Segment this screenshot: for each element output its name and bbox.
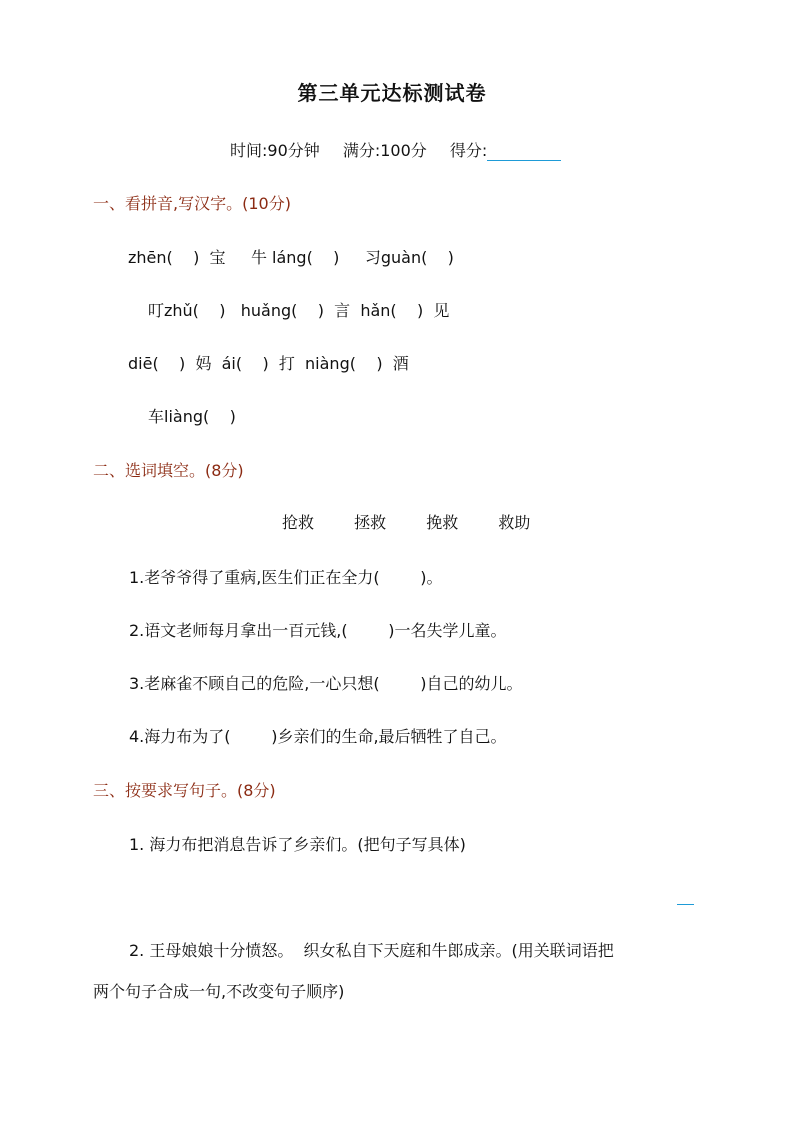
section-1-heading: 一、看拼音,写汉字。(10分) [93, 194, 291, 213]
fill-blank-item-2: 2.语文老师每月拿出一百元钱,( )一名失学儿童。 [129, 621, 507, 640]
page-title: 第三单元达标测试卷 [297, 81, 487, 105]
score-blank-line[interactable] [487, 142, 561, 161]
exam-meta [230, 138, 579, 161]
pinyin-line-2: 叮zhǔ( ) huǎng( ) 言 hǎn( ) 见 [148, 301, 450, 320]
word-bank [282, 510, 530, 533]
section-3-heading: 三、按要求写句子。(8分) [93, 781, 276, 800]
sentence-question-2-cont: 两个句子合成一句,不改变句子顺序) [93, 982, 345, 1001]
word-option: 抢救 [282, 513, 315, 532]
time-limit: 时间:90分钟 [230, 141, 320, 160]
answer-line[interactable] [677, 904, 694, 905]
pinyin-line-4: 车liàng( ) [148, 407, 236, 426]
sentence-question-1: 1. 海力布把消息告诉了乡亲们。(把句子写具体) [129, 835, 466, 854]
pinyin-line-1: zhēn( ) 宝 牛 láng( ) 习guàn( ) [128, 248, 454, 267]
full-score: 满分:100分 [342, 141, 427, 160]
pinyin-line-3: diē( ) 妈 ái( ) 打 niàng( ) 酒 [128, 354, 409, 373]
score-label: 得分: [449, 141, 488, 160]
fill-blank-item-1: 1.老爷爷得了重病,医生们正在全力( )。 [129, 568, 443, 587]
fill-blank-item-3: 3.老麻雀不顾自己的危险,一心只想( )自己的幼儿。 [129, 674, 523, 693]
word-option: 拯救 [354, 513, 387, 532]
sentence-question-2: 2. 王母娘娘十分愤怒。 织女私自下天庭和牛郎成亲。(用关联词语把 [129, 941, 614, 960]
word-option: 救助 [498, 513, 531, 532]
section-2-heading: 二、选词填空。(8分) [93, 461, 244, 480]
fill-blank-item-4: 4.海力布为了( )乡亲们的生命,最后牺牲了自己。 [129, 727, 507, 746]
word-option: 挽救 [426, 513, 459, 532]
